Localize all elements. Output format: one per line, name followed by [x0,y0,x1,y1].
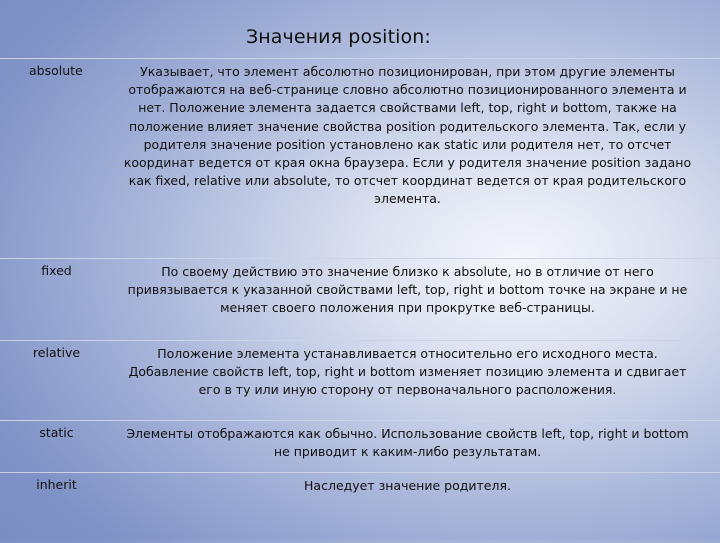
value-description: Положение элемента устанавливается относительно его исходного места. Добавление свойств left, top, right и bottom изменяет позицию элемента и сдвигает его в ту или иную сторону от первоначального расположения. [128,346,687,398]
value-description: Наследует значение родителя. [304,478,511,493]
value-description: Указывает, что элемент абсолютно позиционирован, при этом другие элементы отображаются на веб-странице словно абсолютно позиционированного элемента и нет. Положение элемента задается свойствами left, top, right и bottom, также на положение влияет значение свойства position родительского элемента. Так, если у родителя значение position установлено как static или родителя нет, то отсчет координат ведется от края окна браузера. Если у родителя значение position задано как fixed, relative или absolute, то отсчет координат ведется от края родительского элемента. [123,64,692,207]
value-name: inherit [36,477,77,492]
position-values-table [0,58,720,543]
value-name: static [39,425,74,440]
value-description: По своему действию это значение близко к absolute, но в отличие от него привязывается к указанной свойствами left, top, right и bottom точке на экране и не меняет своего положения при прокрутке веб-страницы. [127,264,688,316]
value-name: relative [32,345,81,360]
value-name: absolute [29,63,83,78]
table-row [0,341,720,421]
table-row [0,473,720,543]
slide-title: Значения position: [246,26,431,48]
table-row [0,421,720,473]
value-description: Элементы отображаются как обычно. Использование свойств left, top, right и bottom не приводит к каким-либо результатам. [126,426,689,460]
table-row [0,59,720,259]
value-name: fixed [41,263,72,278]
table-row [0,259,720,341]
